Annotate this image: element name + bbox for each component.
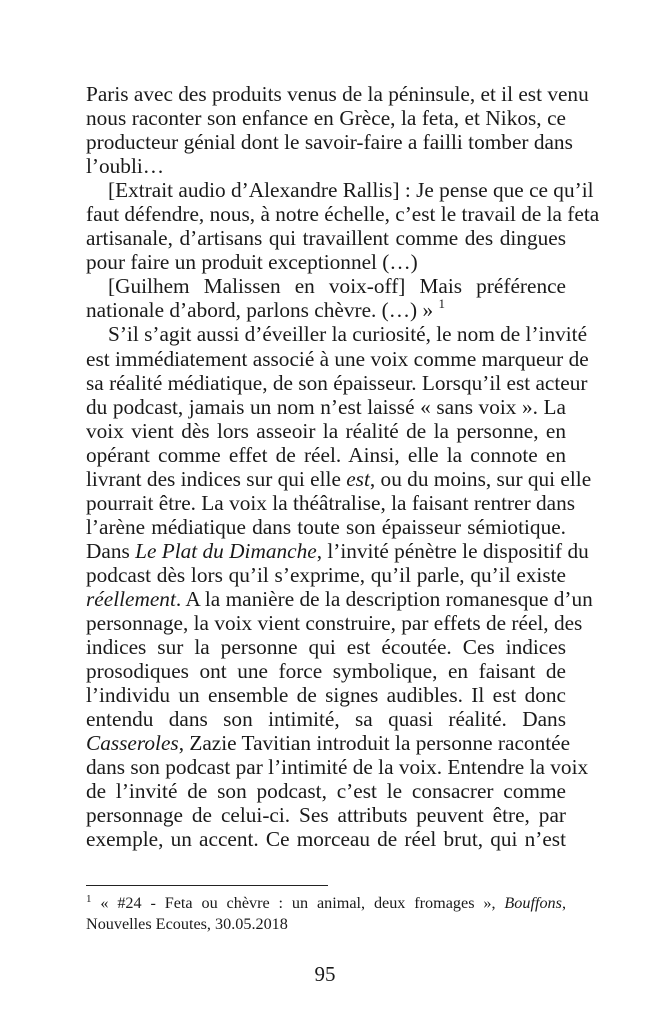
text-segment: nous raconter son enfance en Grèce, la feta, et Nikos, ce (86, 106, 566, 131)
text-line (86, 466, 592, 491)
text-line (86, 130, 573, 155)
text-line (86, 538, 589, 563)
footnote-separator (86, 885, 328, 886)
text-segment: Dans (86, 538, 136, 563)
page-number: 95 (314, 962, 336, 986)
text-segment: personnage de celui-ci. Ses attributs peuvent être, par (86, 803, 566, 828)
text-segment: Nouvelles Ecoutes, 30.05.2018 (86, 915, 288, 933)
body-text (86, 82, 600, 852)
text-segment: du podcast, jamais un nom n’est laissé « sans voix ». La (86, 394, 566, 419)
text-line (86, 707, 566, 731)
text-line (86, 82, 589, 106)
text-line (86, 611, 583, 636)
text-segment: , (561, 894, 566, 912)
text-segment: S’il s’agit aussi d’éveiller la curiosité, le nom de l’invité (108, 322, 588, 347)
italic-text: Casseroles (86, 731, 179, 756)
text-line (86, 803, 566, 827)
text-segment: livrant des indices sur qui elle (86, 466, 347, 491)
text-line (86, 226, 566, 250)
text-segment: opérant comme effet de réel. Ainsi, elle la connote en (86, 442, 566, 467)
text-line (86, 178, 594, 203)
text-segment: nationale d’abord, parlons chèvre. (…) » (86, 298, 439, 323)
text-line (86, 106, 566, 130)
text-segment: [Extrait audio d’Alexandre Rallis] : Je pense que ce qu’il (108, 178, 594, 203)
text-line (86, 635, 566, 659)
text-segment: artisanale, d’artisans qui travaillent comme des dingues (86, 226, 566, 251)
text-segment: podcast dès lors qu’il s’exprime, qu’il parle, qu’il existe (86, 562, 566, 587)
text-segment: dans son podcast par l’intimité de la voix. Entendre la voix (86, 755, 589, 780)
text-segment: , ou du moins, sur qui elle (369, 466, 592, 491)
italic-text: Le Plat du Dimanche (135, 538, 317, 563)
text-segment: « #24 - Feta ou chèvre : un animal, deux fromages », (91, 894, 505, 912)
text-segment: personnage, la voix vient construire, par effets de réel, des (86, 611, 583, 636)
text-line (86, 586, 593, 611)
text-line (86, 274, 566, 298)
text-line (86, 346, 589, 371)
text-segment: pour faire un produit exceptionnel (…) (86, 250, 418, 275)
text-line (86, 419, 566, 443)
footnote-line (86, 914, 566, 935)
text-line (86, 250, 566, 274)
text-segment: entendu dans son intimité, sa quasi réalité. Dans (86, 707, 566, 732)
text-segment: . A la manière de la description romanesque d’un (175, 586, 593, 611)
text-segment: pourrait être. La voix la théâtralise, la faisant rentrer dans (86, 490, 576, 515)
text-segment: faut défendre, nous, à notre échelle, c’est le travail de la feta (86, 202, 600, 227)
text-line (86, 322, 588, 347)
text-segment: prosodiques ont une force symbolique, en faisant de (86, 659, 566, 684)
footnote-reference: 1 (438, 296, 445, 312)
text-segment: [Guilhem Malissen en voix-off] Mais préférence (108, 274, 566, 299)
text-segment: de l’invité de son podcast, c’est le consacrer comme (86, 779, 566, 804)
text-line (86, 490, 576, 515)
text-line (86, 395, 566, 419)
text-segment: , l’invité pénètre le dispositif du (316, 538, 589, 563)
text-line (86, 298, 566, 322)
text-segment: indices sur la personne qui est écoutée. Ces indices (86, 635, 566, 660)
italic-text: réellement (86, 586, 176, 611)
text-line (86, 563, 566, 587)
text-segment: l’oubli… (86, 154, 165, 179)
footnote-line (86, 893, 566, 914)
text-segment: sa réalité médiatique, de son épaisseur. Lorsqu’il est acteur (86, 370, 588, 395)
footnote-number: 1 (86, 893, 92, 905)
italic-text: Bouffons (504, 894, 562, 912)
footnote (86, 893, 566, 935)
text-line (86, 755, 589, 780)
text-segment: voix vient dès lors asseoir la réalité de la personne, en (86, 418, 566, 443)
text-line (86, 443, 566, 467)
text-line (86, 154, 566, 178)
italic-text: est (346, 466, 370, 491)
text-segment: Paris avec des produits venus de la péninsule, et il est venu (86, 82, 589, 106)
text-line (86, 731, 571, 756)
text-segment: est immédiatement associé à une voix comme marqueur de (86, 346, 589, 371)
text-line (86, 659, 566, 683)
text-line (86, 515, 566, 539)
text-line (86, 779, 566, 803)
text-segment: , Zazie Tavitian introduit la personne racontée (178, 731, 571, 756)
text-line (86, 683, 566, 707)
text-line (86, 202, 600, 227)
text-line (86, 370, 588, 395)
text-line (86, 827, 566, 851)
text-segment: l’arène médiatique dans toute son épaisseur sémiotique. (86, 514, 566, 539)
text-segment: producteur génial dont le savoir-faire a failli tomber dans (86, 130, 573, 155)
text-segment: exemple, un accent. Ce morceau de réel brut, qui n’est (86, 827, 566, 852)
text-segment: l’individu un ensemble de signes audibles. Il est donc (86, 683, 566, 708)
